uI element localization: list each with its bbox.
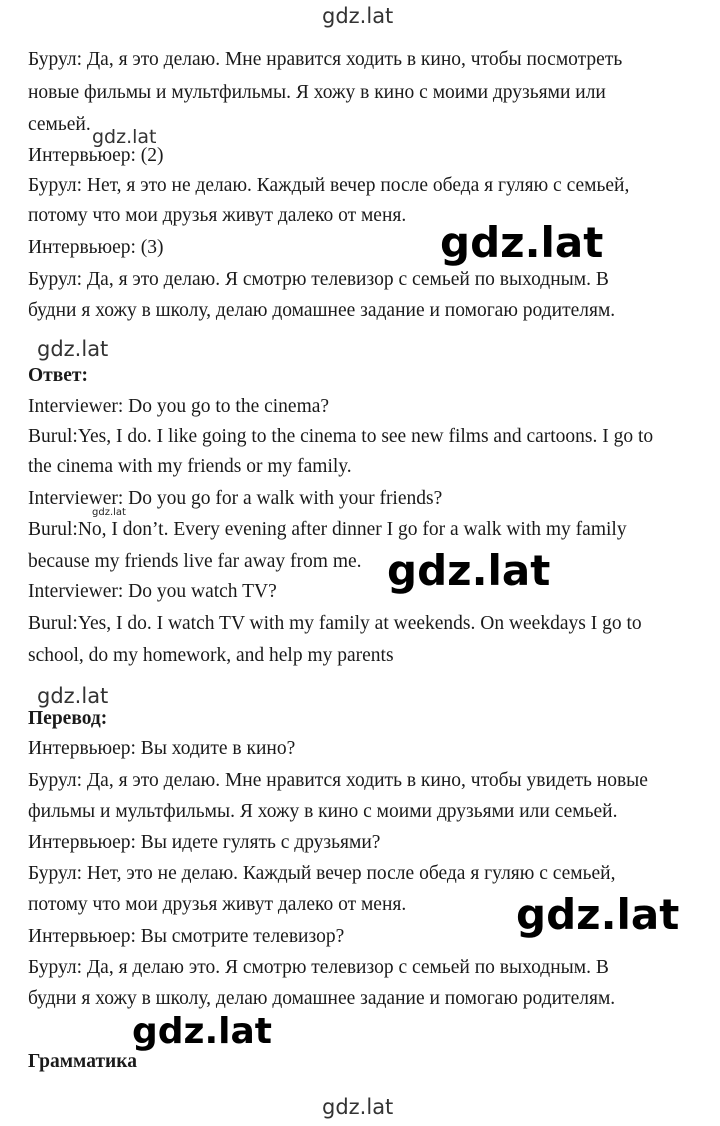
answer-line: Interviewer: Do you watch TV? [28, 581, 277, 602]
intro-line: новые фильмы и мультфильмы. Я хожу в кино с моими друзьями или [28, 82, 606, 103]
answer-line: Burul:No, I don’t. Every evening after dinner I go for a walk with my family [28, 519, 627, 540]
watermark-big-2: gdz.lat [387, 546, 551, 595]
watermark-big-1: gdz.lat [440, 218, 604, 267]
watermark-big-3: gdz.lat [516, 890, 680, 939]
translation-line: Бурул: Да, я это делаю. Мне нравится ходить в кино, чтобы увидеть новые [28, 770, 648, 791]
intro-line: Бурул: Да, я это делаю. Мне нравится ходить в кино, чтобы посмотреть [28, 49, 623, 70]
watermark-before-translation: gdz.lat [37, 684, 109, 708]
watermark-tiny: gdz.lat [92, 507, 126, 518]
translation-line: потому что мои друзья живут далеко от меня. [28, 894, 407, 915]
answer-line: Burul:Yes, I do. I watch TV with my family at weekends. On weekdays I go to [28, 613, 642, 634]
answer-heading: Ответ: [28, 365, 89, 386]
translation-line: фильмы и мультфильмы. Я хожу в кино с моими друзьями или семьей. [28, 801, 618, 822]
intro-line: Интервьюер: (2) [28, 145, 164, 166]
translation-line: Интервьюер: Вы ходите в кино? [28, 738, 296, 759]
translation-line: Бурул: Нет, это не делаю. Каждый вечер после обеда я гуляю с семьей, [28, 863, 616, 884]
intro-line: Бурул: Да, я это делаю. Я смотрю телевизор с семьей по выходным. В [28, 269, 609, 290]
answer-line: Burul:Yes, I do. I like going to the cinema to see new films and cartoons. I go to [28, 426, 654, 447]
answer-line: the cinema with my friends or my family. [28, 456, 352, 477]
answer-line: because my friends live far away from me. [28, 551, 362, 572]
intro-line: потому что мои друзья живут далеко от меня. [28, 205, 407, 226]
translation-heading: Перевод: [28, 708, 108, 729]
translation-line: Интервьюер: Вы смотрите телевизор? [28, 926, 345, 947]
answer-line: Interviewer: Do you go to the cinema? [28, 396, 330, 417]
watermark-under-family: gdz.lat [92, 126, 157, 148]
watermark-big-4: gdz.lat [132, 1011, 273, 1052]
intro-line: Интервьюер: (3) [28, 237, 164, 258]
watermark-top: gdz.lat [322, 4, 394, 28]
intro-line: Бурул: Нет, я это не делаю. Каждый вечер после обеда я гуляю с семьей, [28, 175, 630, 196]
intro-line: семьей. [28, 114, 91, 135]
answer-line: school, do my homework, and help my parents [28, 645, 394, 666]
watermark-bottom: gdz.lat [322, 1095, 394, 1119]
intro-line: будни я хожу в школу, делаю домашнее задание и помогаю родителям. [28, 300, 616, 321]
answer-line: Interviewer: Do you go for a walk with your friends? [28, 488, 443, 509]
translation-line: Бурул: Да, я делаю это. Я смотрю телевизор с семьей по выходным. В [28, 957, 609, 978]
watermark-before-answer: gdz.lat [37, 337, 109, 361]
translation-line: Интервьюер: Вы идете гулять с друзьями? [28, 832, 381, 853]
translation-line: будни я хожу в школу, делаю домашнее задание и помогаю родителям. [28, 988, 616, 1009]
grammar-heading: Грамматика [28, 1051, 137, 1072]
